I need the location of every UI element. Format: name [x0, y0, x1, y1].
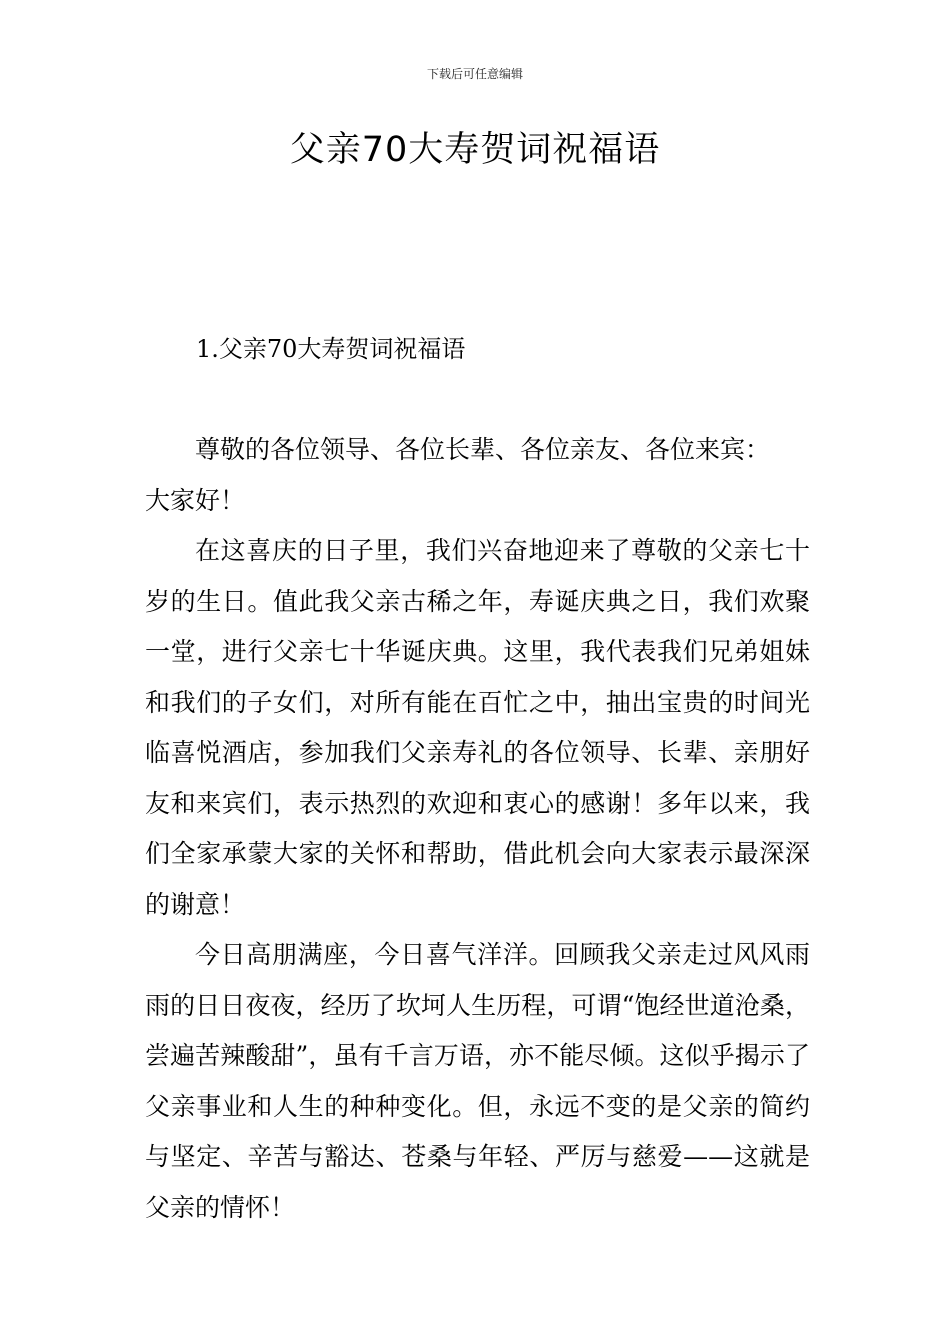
body-paragraph: 今日高朋满座，今日喜气洋洋。回顾我父亲走过风风雨雨的日日夜夜，经历了坎坷人生历程，可谓“饱经世道沧桑，尝遍苦辣酸甜”，虽有千言万语，亦不能尽倾。这似乎揭示了父亲事业和人生的种种变化。但，永远不变的是父亲的简约与坚定、辛苦与豁达、苍桑与年轻、严厉与慈爱——这就是父亲的情怀！: [145, 940, 810, 1222]
body-paragraph: 在这喜庆的日子里，我们兴奋地迎来了尊敬的父亲七十岁的生日。值此我父亲古稀之年，寿诞庆典之日，我们欢聚一堂，进行父亲七十华诞庆典。这里，我代表我们兄弟姐妹和我们的子女们，对所有能在百忙之中，抽出宝贵的时间光临喜悦酒店，参加我们父亲寿礼的各位领导、长辈、亲朋好友和来宾们，表示热烈的欢迎和衷心的感谢！多年以来，我们全家承蒙大家的关怀和帮助，借此机会向大家表示最深深的谢意！: [145, 536, 810, 919]
greeting-paragraph: 尊敬的各位领导、各位长辈、各位亲友、各位来宾：: [195, 435, 771, 464]
greeting-line: 大家好！: [145, 485, 246, 515]
section-heading: 1.父亲70大寿贺词祝福语: [196, 335, 466, 363]
body-text: [145, 425, 810, 1233]
document-title: 父亲70大寿贺词祝福语: [289, 130, 661, 170]
header-note: 下载后可任意编辑: [426, 67, 523, 81]
